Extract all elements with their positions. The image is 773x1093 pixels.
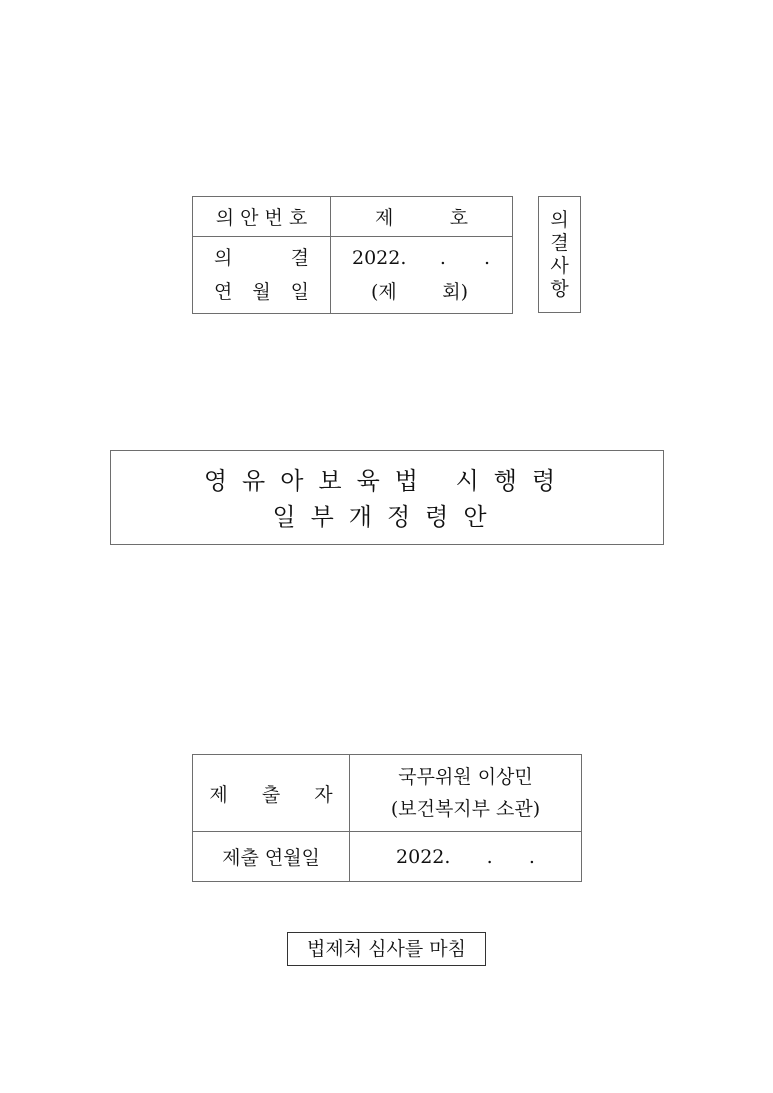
bill-title-line-2: 일부개정령안 <box>272 503 502 531</box>
resolution-session-prefix: (제 <box>371 281 397 303</box>
bill-number-value-cell <box>331 197 513 237</box>
submitter-label: 제 출 자 <box>209 783 347 806</box>
submitter-ministry: (보건복지부 소관) <box>390 798 541 820</box>
submission-date-label: 제출 연월일 <box>222 847 320 869</box>
decision-char: 결 <box>550 231 569 254</box>
resolution-date-year: 2022. <box>352 247 407 269</box>
resolution-label-char: 의 <box>214 247 233 269</box>
resolution-session-suffix: 회) <box>442 281 468 303</box>
decision-matters-box <box>538 196 581 313</box>
submitter-name: 국무위원 이상민 <box>398 766 533 788</box>
submitter-label-cell <box>193 755 350 832</box>
resolution-label-char: 연 <box>214 281 233 303</box>
resolution-date-month-dot: . <box>439 247 446 269</box>
resolution-label-line-1 <box>193 241 330 275</box>
resolution-label-char: 일 <box>290 281 309 303</box>
resolution-date-label-cell <box>193 237 331 314</box>
decision-char: 항 <box>550 277 569 300</box>
bill-number-table <box>192 196 513 314</box>
submitter-value-cell <box>350 755 582 832</box>
bill-number-prefix: 제 <box>375 207 394 229</box>
bill-number-label-cell <box>193 197 331 237</box>
resolution-date-value <box>331 241 512 275</box>
resolution-label-char: 월 <box>252 281 271 303</box>
bill-number-label: 의안번호 <box>215 207 314 229</box>
submission-date-value-cell <box>350 832 582 882</box>
resolution-label-char: 결 <box>290 247 309 269</box>
resolution-date-day-dot: . <box>483 247 490 269</box>
resolution-date-value-cell <box>331 237 513 314</box>
resolution-session <box>331 275 512 309</box>
legislation-review-stamp: 법제처 심사를 마침 <box>287 932 486 966</box>
decision-char: 의 <box>550 208 569 231</box>
submission-date-value: 2022. . . <box>396 845 535 868</box>
submission-date-label-cell <box>193 832 350 882</box>
bill-title-line-1: 영유아보육법 시행령 <box>203 467 571 495</box>
submission-table <box>192 754 582 882</box>
resolution-label-line-2 <box>193 275 330 309</box>
decision-char: 사 <box>550 254 569 277</box>
bill-number-suffix: 호 <box>449 207 468 229</box>
bill-title-box <box>110 450 664 545</box>
